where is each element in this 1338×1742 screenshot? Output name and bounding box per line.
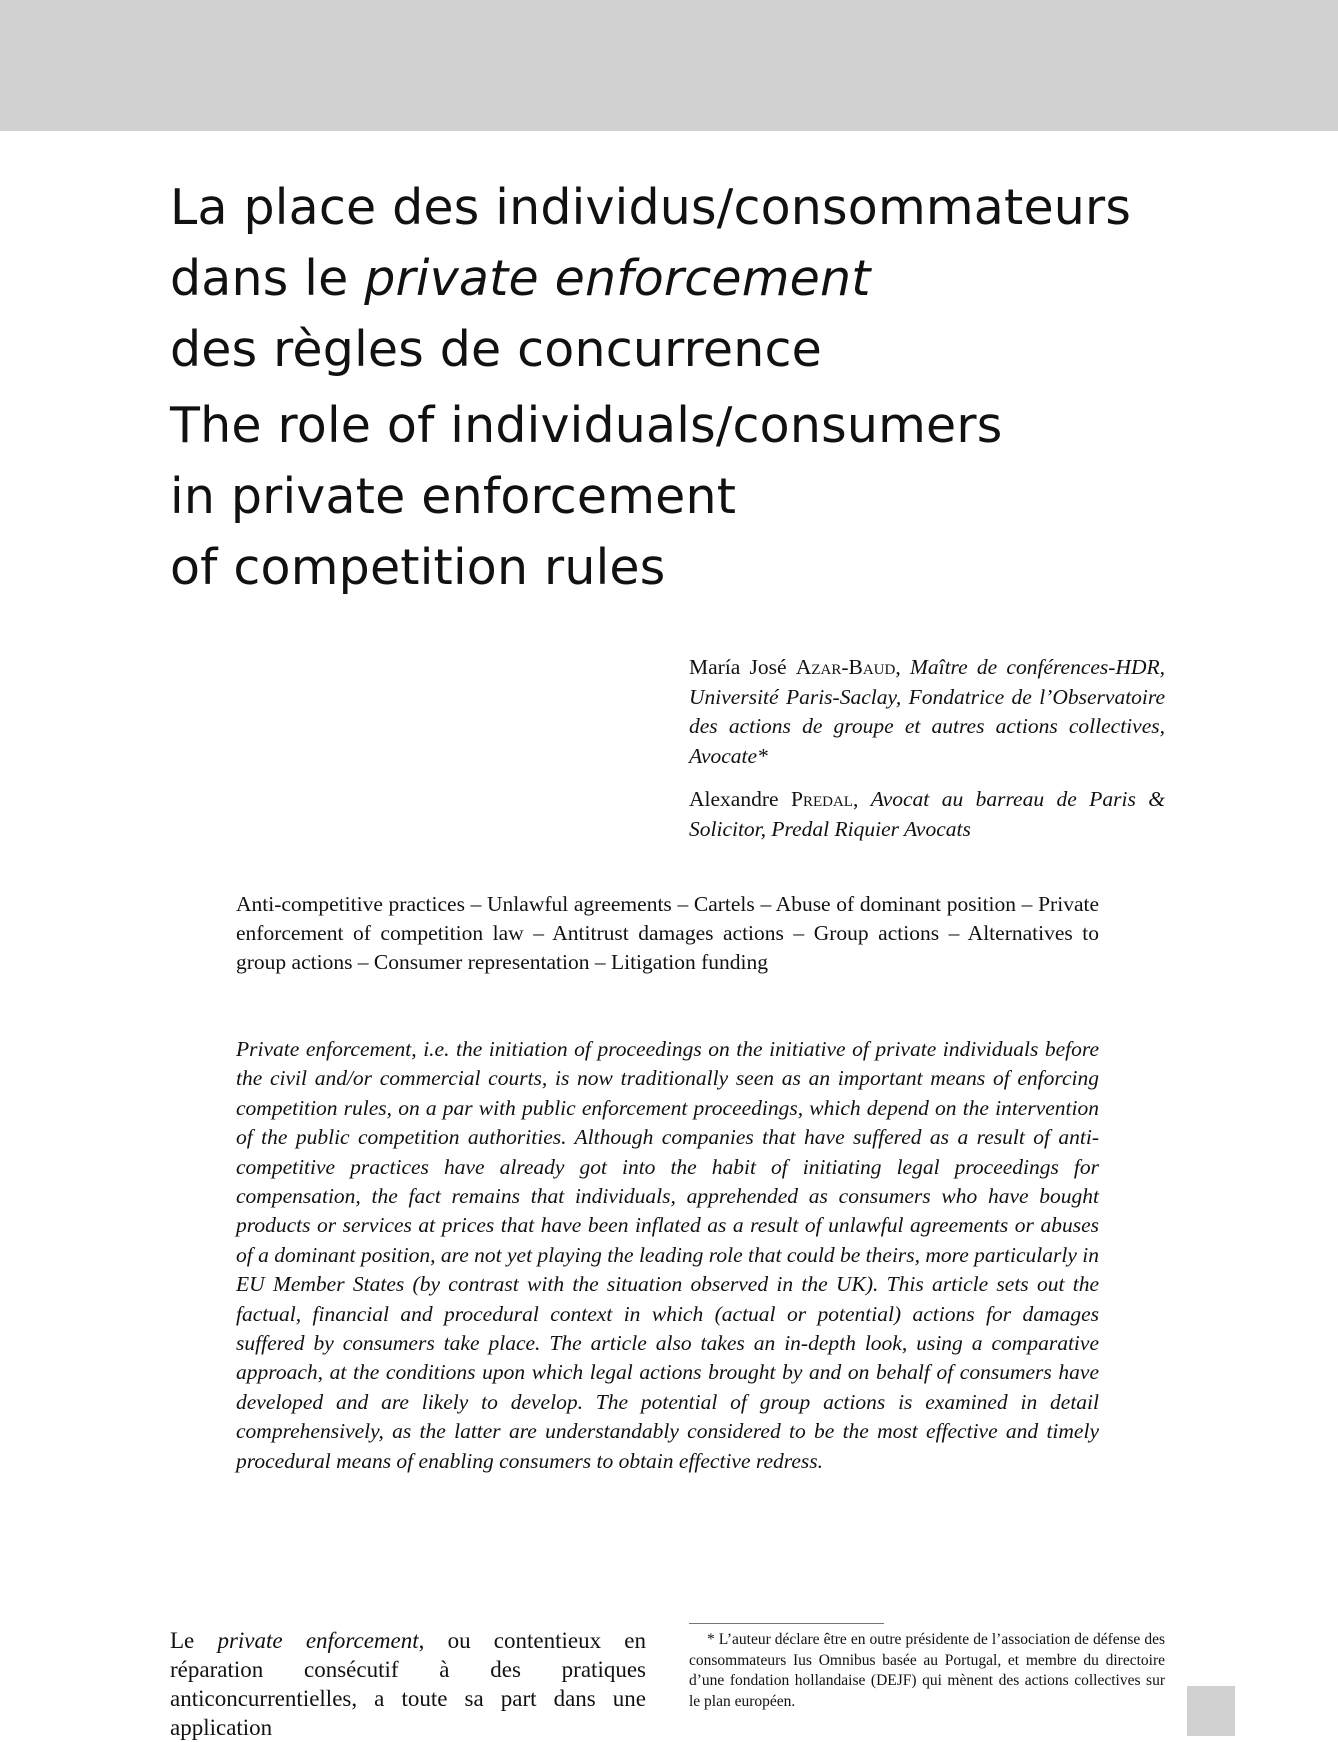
author-affiliation: Avocat au barreau de Paris & Solicitor, Predal Riquier Avocats bbox=[689, 787, 1166, 841]
title-en-line-1: The role of individuals/consumers bbox=[170, 397, 1003, 454]
body-lead-italic: private enforcement bbox=[217, 1628, 419, 1653]
footnote-text: * L’auteur déclare être en outre présidente de l’association de défense des consommateurs Ius Omnibus basée au Portugal, et membre du directoire d’une fondation hollandaise (DEJF) qui mènent des actions collectives sur le plan européen. bbox=[689, 1631, 1165, 1710]
authors-block bbox=[689, 653, 1165, 858]
keywords: Anti-competitive practices – Unlawful agreements – Cartels – Abuse of dominant position – Private enforcement of competition law – Antitrust damages actions – Group actions – Alternatives to group actions – Consumer representation – Litigation funding bbox=[236, 892, 1099, 974]
body-text-rest: , ou contentieux en réparation consécutif à des pratiques anticoncurrentielles, a toute sa part dans une application bbox=[170, 1628, 646, 1740]
author-surname: Azar-Baud bbox=[795, 655, 896, 679]
footnote-rule bbox=[689, 1623, 884, 1624]
title-en-line-3: of competition rules bbox=[170, 539, 666, 596]
footnote bbox=[689, 1630, 1165, 1712]
top-gray-band bbox=[0, 0, 1338, 131]
title-en-line-2: in private enforcement bbox=[170, 468, 737, 525]
title-fr-line-1: La place des individus/consommateurs bbox=[170, 179, 1132, 236]
article-title bbox=[170, 172, 1170, 603]
body-paragraph bbox=[170, 1626, 646, 1742]
title-fr-line-2 bbox=[170, 243, 1170, 314]
title-fr-line-3: des règles de concurrence bbox=[170, 321, 822, 378]
author-entry: Alexandre Predal, Avocat au barreau de Paris & Solicitor, Predal Riquier Avocats bbox=[689, 787, 1166, 841]
title-fr-line-2-italic: private enforcement bbox=[364, 250, 871, 307]
author-name: Alexandre bbox=[689, 787, 791, 811]
author-name: María José bbox=[689, 655, 796, 679]
abstract: Private enforcement, i.e. the initiation of proceedings on the initiative of private individuals before the civil and/or commercial courts, is now traditionally seen as an important means of enforcing competition rules, on a par with public enforcement proceedings, which depend on the intervention of the public competition authorities. Although companies that have suffered as a result of anti-competitive practices have already got into the habit of initiating legal proceedings for compensation, the fact remains that individuals, apprehended as consumers who have bought products or services at prices that have been inflated as a result of unlawful agreements or abuses of a dominant position, are not yet playing the leading role that could be theirs, more particularly in EU Member States (by contrast with the situation observed in the UK). This article sets out the factual, financial and procedural context in which (actual or potential) actions for damages suffered by consumers take place. The article also takes an in-depth look, using a comparative approach, at the conditions upon which legal actions brought by and on behalf of consumers have developed and are likely to develop. The potential of group actions is examined in detail comprehensively, as the latter are understandably considered to be the most effective and timely procedural means of enabling consumers to obtain effective redress. bbox=[236, 1037, 1099, 1473]
corner-gray-tab bbox=[1187, 1686, 1235, 1736]
body-text bbox=[170, 1626, 646, 1742]
body-lead: Le bbox=[170, 1628, 218, 1653]
author-surname: Predal bbox=[790, 787, 853, 811]
title-fr-line-2-start: dans le bbox=[170, 250, 365, 307]
author-affiliation: Maître de conférences-HDR, Université Paris-Saclay, Fondatrice de l’Observatoire des actions de groupe et autres actions collectives, Avocate* bbox=[689, 655, 1166, 768]
author-entry: María José Azar-Baud, Maître de conférences-HDR, Université Paris-Saclay, Fondatrice de l’Observatoire des actions de groupe et autres actions collectives, Avocate* bbox=[689, 655, 1166, 768]
